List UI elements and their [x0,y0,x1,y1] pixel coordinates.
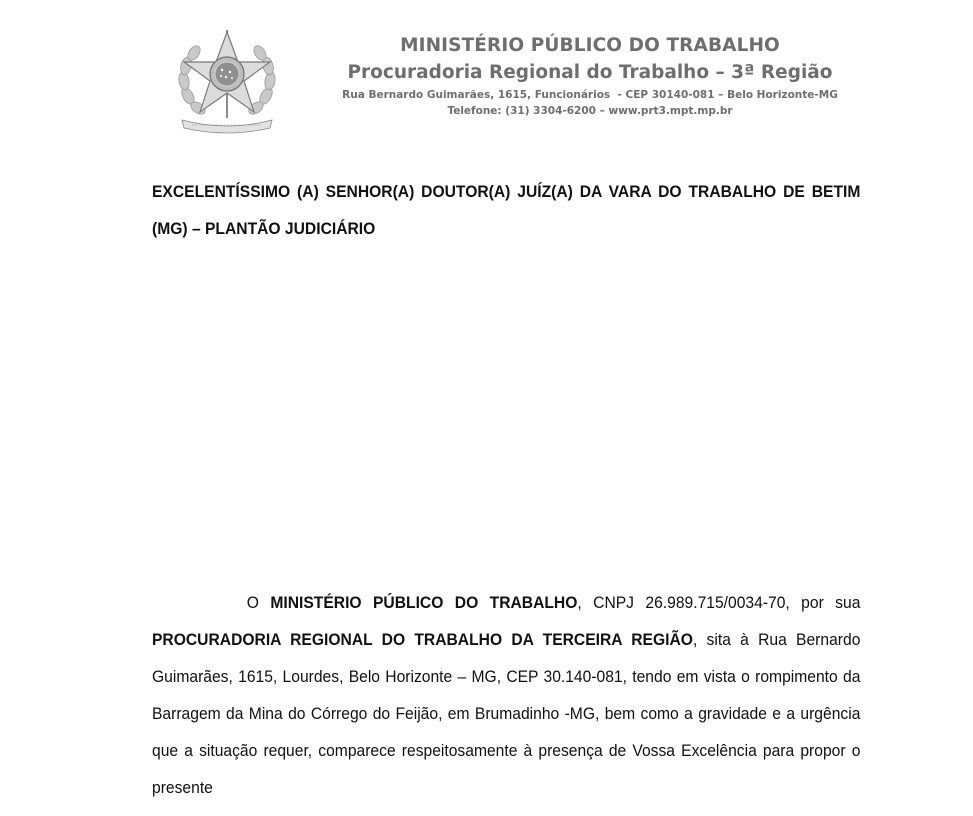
organization-unit: Procuradoria Regional do Trabalho – 3ª Região [347,62,833,83]
party-name: MINISTÉRIO PÚBLICO DO TRABALHO [270,593,578,612]
organization-address: Rua Bernardo Guimarães, 1615, Funcionários - CEP 30140-081 – Belo Horizonte-MG [342,89,838,101]
brazil-coat-of-arms-icon [172,26,282,134]
cnpj-text: , CNPJ 26.989.715/0034-70, por sua [577,593,861,612]
organization-phone: Telefone: (31) 3304-6200 – www.prt3.mpt.mp.br [447,105,733,117]
petition-opening-paragraph [152,584,860,806]
letterhead [0,0,973,140]
article-word: O [246,593,259,612]
representative-name: PROCURADORIA REGIONAL DO TRABALHO DA TERCEIRA REGIÃO [152,630,693,649]
paragraph-rest: , sita à Rua Bernardo Guimarães, 1615, Lourdes, Belo Horizonte – MG, CEP 30.140-081, tendo em vista o rompimento da Barragem da Mina do Córrego do Feijão, em Brumadinho -MG, bem como a gravidade e a urgência que a situação requer, comparece respeitosamente à presença de Vossa Excelência para propor o presente [152,630,861,797]
letterhead-text [330,33,850,119]
organization-name: MINISTÉRIO PÚBLICO DO TRABALHO [400,35,780,56]
addressee-heading: EXCELENTÍSSIMO (A) SENHOR(A) DOUTOR(A) JUÍZ(A) DA VARA DO TRABALHO DE BETIM (MG) – PLANTÃO JUDICIÁRIO [152,182,861,238]
